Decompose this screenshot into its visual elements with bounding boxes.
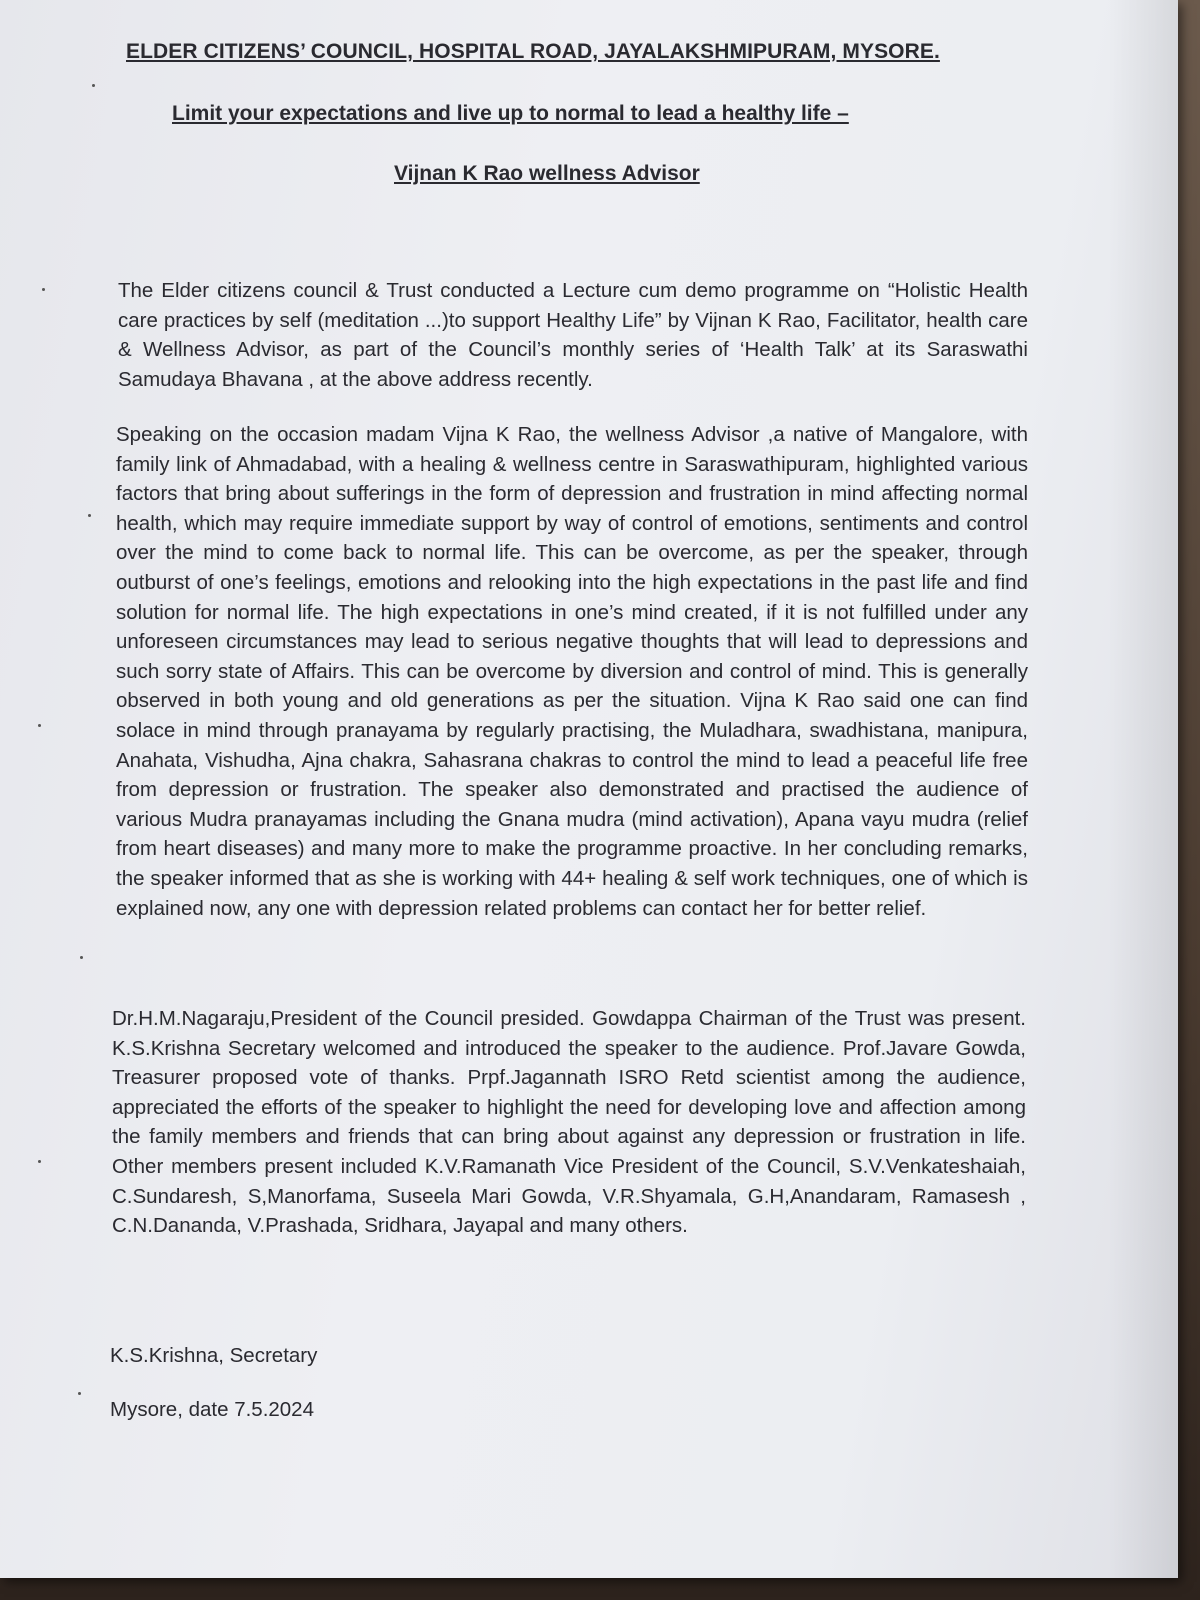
place-date: Mysore, date 7.5.2024 [110, 1398, 314, 1421]
paper-speck [38, 1160, 41, 1163]
paper-speck [80, 956, 83, 959]
paper-speck [42, 288, 45, 291]
page-shadow [1108, 0, 1178, 1578]
paper-speck [88, 514, 91, 517]
paper-speck [38, 724, 41, 727]
speaker-subtitle: Vijnan K Rao wellness Advisor [394, 162, 700, 185]
paper-speck [78, 1392, 81, 1395]
signatory: K.S.Krishna, Secretary [110, 1344, 318, 1367]
organization-heading: ELDER CITIZENS’ COUNCIL, HOSPITAL ROAD, JAYALAKSHMIPURAM, MYSORE. [126, 40, 940, 63]
article-title: Limit your expectations and live up to normal to lead a healthy life – [172, 102, 849, 125]
intro-paragraph: The Elder citizens council & Trust conducted a Lecture cum demo programme on “Holistic Health care practices by self (meditation ...)to support Healthy Life” by Vijnan K Rao, Facilitator, health care & Wellness Advisor, as part of the Council’s monthly series of ‘Health Talk’ at its Saraswathi Samudaya Bhavana , at the above address recently. [118, 279, 1028, 391]
paper-speck [92, 84, 95, 87]
speech-paragraph: Speaking on the occasion madam Vijna K Rao, the wellness Advisor ,a native of Mangalore, with family link of Ahmadabad, with a healing & wellness centre in Saraswathipuram, highlighted various factors that bring about sufferings in the form of depression and frustration in mind affecting normal health, which may require immediate support by way of control of emotions, sentiments and control over the mind to come back to normal life. This can be overcome, as per the speaker, through outburst of one’s feelings, emotions and relooking into the high expectations in the past life and find solution for normal life. The high expectations in one’s mind created, if it is not fulfilled under any unforeseen circumstances may lead to serious negative thoughts that will lead to depressions and such sorry state of Affairs. This can be overcome by diversion and control of mind. This is generally observed in both young and old generations as per the situation. Vijna K Rao said one can find solace in mind through pranayama by regularly practising, the Muladhara, swadhistana, manipura, Anahata, Vishudha, Ajna chakra, Sahasrana chakras to control the mind to lead a peaceful life free from depression or frustration. The speaker also demonstrated and practised the audience of various Mudra pranayamas including the Gnana mudra (mind activation), Apana vayu mudra (relief from heart diseases) and many more to make the programme proactive. In her concluding remarks, the speaker informed that as she is working with 44+ healing & self work techniques, one of which is explained now, any one with depression related problems can contact her for better relief. [116, 423, 1028, 920]
attendees-paragraph: Dr.H.M.Nagaraju,President of the Council presided. Gowdappa Chairman of the Trust was present. K.S.Krishna Secretary welcomed and introduced the speaker to the audience. Prof.Javare Gowda, Treasurer proposed vote of thanks. Prpf.Jagannath ISRO Retd scientist among the audience, appreciated the efforts of the speaker to highlight the need for developing love and affection among the family members and friends that can bring about against any depression or frustration in life. Other members present included K.V.Ramanath Vice President of the Council, S.V.Venkateshaiah, C.Sundaresh, S,Manorfama, Suseela Mari Gowda, V.R.Shyamala, G.H,Anandaram, Ramasesh , C.N.Dananda, V.Prashada, Sridhara, Jayapal and many others. [112, 1007, 1026, 1238]
